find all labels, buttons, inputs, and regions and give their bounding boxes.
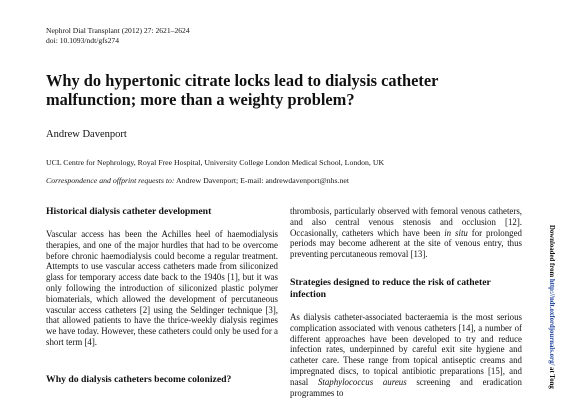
paragraph-strategies [290, 312, 522, 398]
correspondence-line [46, 176, 349, 185]
section-heading-colonized: Why do dialysis catheters become colonized? [46, 373, 232, 385]
article-title: Why do hypertonic citrate locks lead to dialysis catheter malfunction; more than a weighty problem? [46, 71, 439, 109]
journal-url-link[interactable]: http://ndt.oxfordjournals.org/ [548, 278, 555, 366]
download-sidebar [548, 225, 555, 389]
italic-term: in situ [444, 227, 468, 238]
correspondence-text: Andrew Davenport; E-mail: andrewdavenport@nhs.net [174, 176, 350, 185]
paragraph-text: for prolonged periods may become adherent at the site of venous entry, thus preventing percutaneous removal [13]. [290, 227, 522, 260]
italic-term: Staphylococcus aureus [317, 376, 407, 387]
download-prefix: Downloaded from [548, 225, 555, 279]
paragraph-text: thrombosis, particularly observed with femoral venous catheters, and also central venous stenosis and occlusion [12]. Occasionally, catheters which have been [290, 206, 522, 238]
paragraph-history: Vascular access has been the Achilles heel of haemodialysis therapies, and one of the major hurdles that had to be overcome before chronic haemodialysis could become a regular treatment. Attempts to use vascular access catheters made from siliconized glass for temporary access date back to the 1940s [1], but it was only following the introduction of siliconized plastic polymer biomaterials, which allowed the development of percutaneous vascular access catheters [2] using the Seldinger technique [3], that allowed patients to have the thrice-weekly dialysis regimes we have today. However, these catheters could only be used for a short term [4]. [46, 229, 278, 347]
paragraph-text: As dialysis catheter-associated bacteraemia is the most serious complication associated with venous catheters [14], a number of different approaches have been developed to try and reduce infection rates, underpinned by careful exit site hygiene and catheter care. These range from topical antiseptic creams and impregnated discs, to topical antibiotic preparations [15], and nasal [290, 311, 522, 387]
citation-block [46, 26, 190, 46]
correspondence-label: Correspondence and offprint requests to: [46, 176, 175, 185]
paragraph-text: screening and eradication programmes to [290, 376, 522, 398]
author-affiliation: UCL Centre for Nephrology, Royal Free Hospital, University College London Medical School, London, UK [46, 158, 385, 167]
left-column [46, 206, 278, 397]
section-heading-history: Historical dialysis catheter development [46, 206, 212, 217]
journal-citation: Nephrol Dial Transplant (2012) 27: 2621–2624 [46, 26, 190, 35]
doi-link[interactable]: doi: 10.1093/ndt/gfs274 [46, 36, 119, 45]
section-heading-strategies: Strategies designed to reduce the risk of catheter infection [290, 276, 491, 300]
paragraph-thrombosis [290, 206, 522, 260]
author-name: Andrew Davenport [46, 129, 127, 140]
download-suffix: at Tong [548, 365, 555, 389]
right-column [290, 206, 522, 398]
